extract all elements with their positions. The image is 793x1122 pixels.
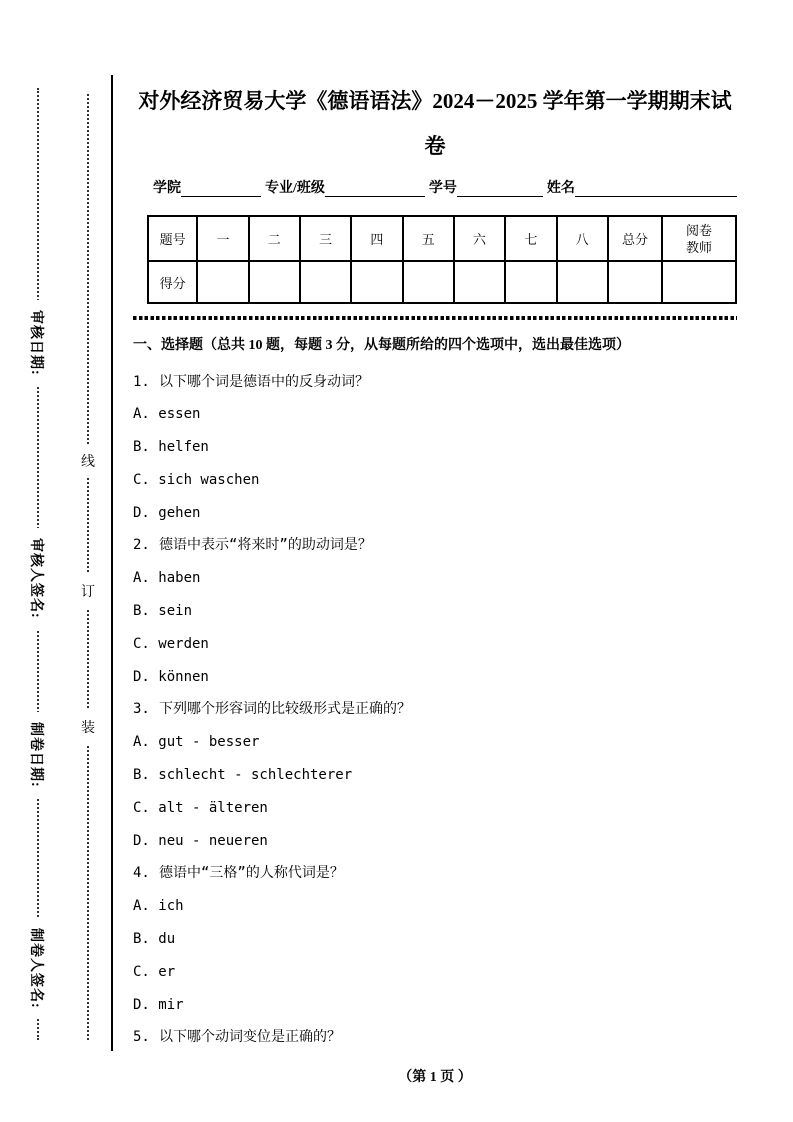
question-5-number: 5. <box>133 1029 150 1046</box>
margin-field-papermaking-date: 制卷日期: <box>25 712 49 798</box>
question-1-option-d: D. gehen <box>133 504 201 521</box>
question-2-number: 2. <box>133 537 150 554</box>
question-3-text: 3. 下列哪个形容词的比较级形式是正确的？ <box>133 693 737 726</box>
exam-title: 对外经济贸易大学《德语语法》2024－2025 学年第一学期期末试卷 <box>138 89 732 158</box>
question-5-text: 5. 以下哪个动词变位是正确的？ <box>133 1021 737 1054</box>
section-divider-dotted <box>133 316 737 320</box>
score-table-grader-label <box>662 216 736 261</box>
binding-char-ding: 订 <box>79 574 97 608</box>
score-cell-empty <box>662 261 736 303</box>
question-4-option-d: D. mir <box>133 996 184 1013</box>
question-3-number: 3. <box>133 701 150 718</box>
section-heading: 一、选择题（总共 10 题，每题 3 分，从每题所给的四个选项中，选出最佳选项） <box>133 337 630 353</box>
score-cell-empty <box>557 261 608 303</box>
question-4-number: 4. <box>133 865 150 882</box>
score-table-col-8: 八 <box>557 216 608 261</box>
question-3-option-a: A. gut - besser <box>133 734 260 751</box>
score-table-total-label: 总分 <box>608 216 662 261</box>
question-1-option-a: A. essen <box>133 406 201 423</box>
score-table-col-1: 一 <box>197 216 248 261</box>
score-table-score-row <box>148 261 736 303</box>
question-2-text: 2. 德语中表示“将来时”的助动词是？ <box>133 529 737 562</box>
page-footer: （第 1 页 ） <box>398 1070 472 1086</box>
score-table-col-6: 六 <box>454 216 505 261</box>
question-2-option-d: D. können <box>133 668 209 685</box>
score-table-col-4: 四 <box>351 216 402 261</box>
score-table-col-2: 二 <box>249 216 300 261</box>
margin-field-review-date: 审核日期: <box>25 300 49 386</box>
question-2-option-a: A. haben <box>133 570 201 587</box>
score-table-col-7: 七 <box>505 216 556 261</box>
info-label-major-class: 专业/班级 <box>265 181 325 196</box>
question-2-option-c: C. werden <box>133 635 209 652</box>
question-1-option-c: C. sich waschen <box>133 471 260 488</box>
score-cell-empty <box>608 261 662 303</box>
question-4-option-b: B. du <box>133 931 176 948</box>
score-table-header-row <box>148 216 736 261</box>
score-table-corner-label: 题号 <box>148 216 197 261</box>
score-table-score-label: 得分 <box>148 261 197 303</box>
info-label-college: 学院 <box>153 181 181 196</box>
score-cell-empty <box>351 261 402 303</box>
binding-dotted-line <box>87 94 89 1040</box>
question-3-option-d: D. neu - neueren <box>133 832 268 849</box>
question-4-text: 4. 德语中“三格”的人称代词是？ <box>133 857 737 890</box>
score-cell-empty <box>197 261 248 303</box>
score-table-col-5: 五 <box>403 216 454 261</box>
score-table <box>147 215 737 304</box>
score-table-col-3: 三 <box>300 216 351 261</box>
margin-field-reviewer-signature: 审核人签名: <box>25 528 49 629</box>
question-4-option-c: C. er <box>133 963 176 980</box>
info-label-name: 姓名 <box>546 181 575 196</box>
question-3-option-b: B. schlecht - schlechterer <box>133 767 353 784</box>
question-1-option-b: B. helfen <box>133 439 209 456</box>
grader-label-line2: 教师 <box>686 239 713 255</box>
info-label-student-id: 学号 <box>428 181 457 196</box>
student-info-row <box>153 177 737 197</box>
score-cell-empty <box>300 261 351 303</box>
binding-char-xian: 线 <box>79 444 97 478</box>
info-blank-college <box>181 179 261 197</box>
question-1-text: 1. 以下哪个词是德语中的反身动词？ <box>133 366 737 399</box>
score-cell-empty <box>505 261 556 303</box>
score-cell-empty <box>454 261 505 303</box>
question-4-option-a: A. ich <box>133 898 184 915</box>
binding-char-zhuang: 装 <box>79 710 97 744</box>
questions-area <box>133 366 737 1055</box>
score-cell-empty <box>249 261 300 303</box>
info-blank-name <box>575 179 737 197</box>
info-blank-major-class <box>325 179 425 197</box>
question-3-option-c: C. alt - älteren <box>133 799 268 816</box>
info-blank-student-id <box>457 179 543 197</box>
exam-content <box>133 75 737 1086</box>
question-1-number: 1. <box>133 373 150 390</box>
score-cell-empty <box>403 261 454 303</box>
binding-solid-line <box>111 75 113 1051</box>
grader-label-line1: 阅卷 <box>686 222 713 238</box>
question-2-option-b: B. sein <box>133 603 193 620</box>
margin-field-papermaker-signature: 制卷人签名: <box>25 918 49 1019</box>
